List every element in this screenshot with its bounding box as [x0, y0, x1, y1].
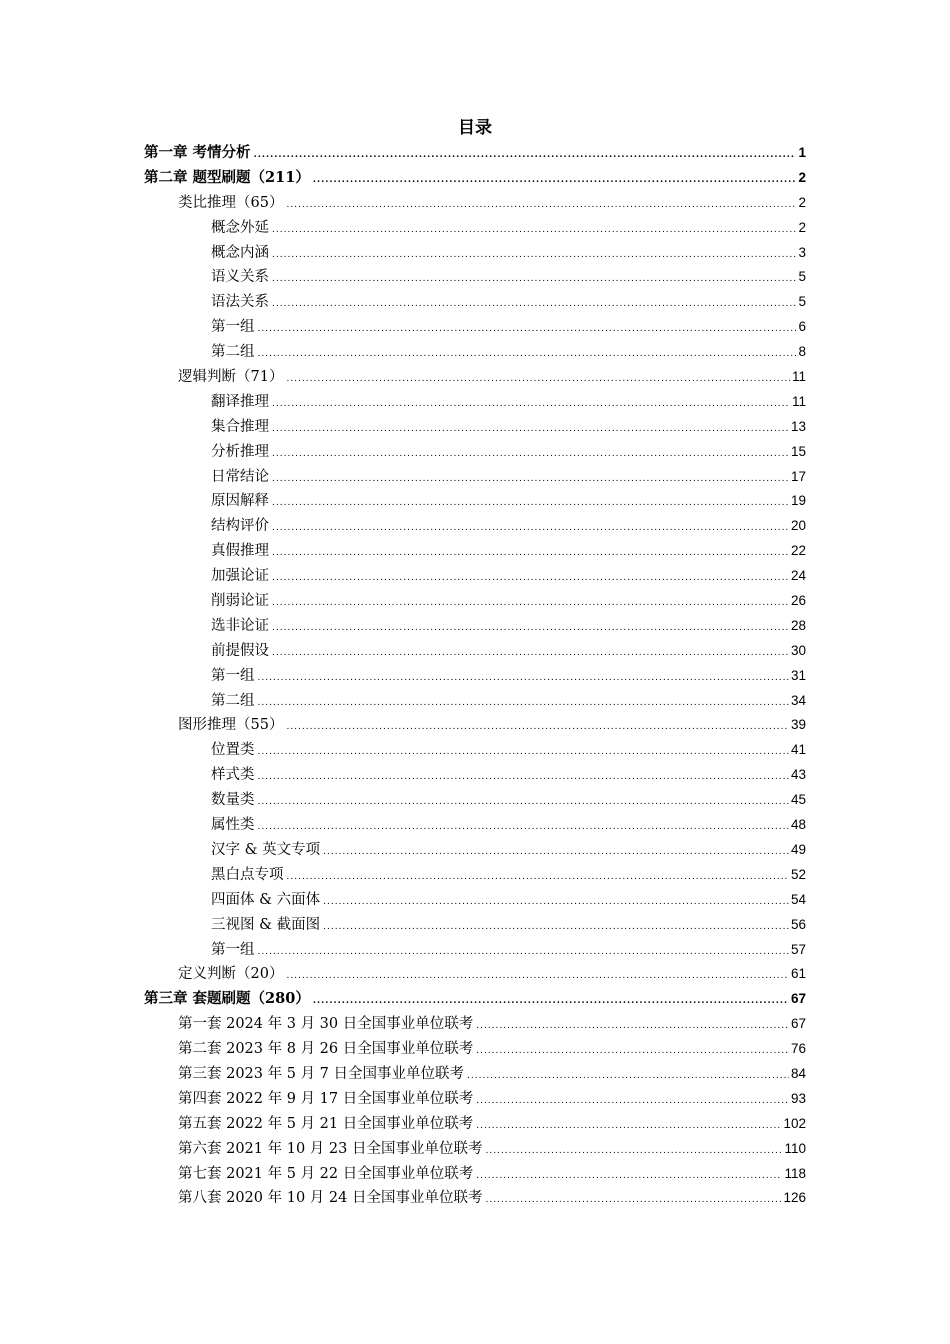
toc-entry-title: 第四套 2022 年 9 月 17 日全国事业单位联考: [178, 1090, 474, 1107]
toc-entry-page-number: 2: [798, 219, 806, 235]
toc-entry-page-number: 67: [790, 1016, 806, 1032]
dot-leader: [258, 691, 789, 716]
dot-leader: [272, 392, 790, 417]
toc-entry-title: 位置类: [211, 742, 255, 759]
toc-entry-title: 第一组: [211, 667, 255, 684]
toc-entry-page-number: 76: [790, 1041, 806, 1057]
toc-entry-page-number: 26: [790, 593, 806, 609]
toc-entry-level-3[interactable]: [144, 489, 806, 514]
toc-entry-page-number: 39: [790, 717, 806, 733]
toc-entry-level-3[interactable]: [144, 265, 806, 290]
toc-entry-title: 第七套 2021 年 5 月 22 日全国事业单位联考: [178, 1165, 474, 1182]
toc-entry-level-3[interactable]: [144, 788, 806, 813]
toc-entry-page-number: 6: [798, 319, 806, 335]
dot-leader: [286, 367, 790, 392]
dot-leader: [476, 1039, 789, 1064]
toc-entry-page-number: 54: [790, 891, 806, 907]
toc-entry-level-3[interactable]: [144, 664, 806, 689]
toc-entry-page-number: 5: [798, 269, 806, 285]
toc-entry-page-number: 22: [790, 543, 806, 559]
dot-leader: [286, 193, 796, 218]
toc-entry-level-1[interactable]: [144, 141, 806, 166]
dot-leader: [272, 516, 789, 541]
toc-entry-page-number: 118: [784, 1165, 806, 1181]
dot-leader: [272, 566, 789, 591]
toc-entry-page-number: 61: [790, 966, 806, 982]
toc-entry-page-number: 93: [790, 1090, 806, 1106]
toc-entry-page-number: 1: [798, 145, 806, 160]
toc-entry-page-number: 2: [798, 194, 806, 210]
toc-entry-level-2[interactable]: [144, 1137, 806, 1162]
toc-entry-title: 语法关系: [211, 294, 269, 311]
toc-entry-title: 概念内涵: [211, 244, 269, 261]
dot-leader: [476, 1089, 789, 1114]
toc-entry-level-3[interactable]: [144, 465, 806, 490]
toc-entry-title: 集合推理: [211, 418, 269, 435]
toc-entry-title: 第二套 2023 年 8 月 26 日全国事业单位联考: [178, 1041, 474, 1058]
toc-entry-title: 第一组: [211, 319, 255, 336]
dot-leader: [476, 1114, 781, 1139]
dot-leader: [313, 168, 797, 193]
toc-entry-page-number: 24: [790, 568, 806, 584]
toc-entry-page-number: 45: [790, 792, 806, 808]
dot-leader: [323, 915, 789, 940]
toc-entry-page-number: 49: [790, 841, 806, 857]
toc-entry-level-3[interactable]: [144, 888, 806, 913]
dot-leader: [313, 989, 789, 1014]
toc-entry-level-3[interactable]: [144, 639, 806, 664]
toc-entry-title: 真假推理: [211, 543, 269, 560]
toc-entry-title: 第三套 2023 年 5 月 7 日全国事业单位联考: [178, 1065, 465, 1082]
toc-entry-title: 属性类: [211, 817, 255, 834]
toc-entry-level-2[interactable]: [144, 1037, 806, 1062]
toc-entry-title: 四面体 & 六面体: [211, 891, 321, 908]
toc-entry-page-number: 19: [790, 493, 806, 509]
toc-entry-title: 第一组: [211, 941, 255, 958]
toc-entry-title: 第二组: [211, 344, 255, 361]
toc-entry-page-number: 34: [790, 692, 806, 708]
toc-entry-page-number: 57: [790, 941, 806, 957]
toc-entry-page-number: 43: [790, 767, 806, 783]
toc-entry-title: 选非论证: [211, 617, 269, 634]
toc-entry-title: 原因解释: [211, 493, 269, 510]
toc-list: [144, 141, 806, 1211]
dot-leader: [286, 715, 789, 740]
toc-entry-page-number: 126: [783, 1190, 806, 1206]
dot-leader: [476, 1014, 789, 1039]
toc-entry-level-2[interactable]: [144, 365, 806, 390]
dot-leader: [272, 641, 789, 666]
toc-entry-title: 图形推理（55）: [178, 717, 284, 734]
toc-entry-level-2[interactable]: [144, 1062, 806, 1087]
dot-leader: [258, 317, 797, 342]
dot-leader: [272, 442, 789, 467]
toc-entry-title: 黑白点专项: [211, 866, 284, 883]
toc-entry-title: 结构评价: [211, 518, 269, 535]
toc-entry-level-3[interactable]: [144, 689, 806, 714]
toc-entry-title: 削弱论证: [211, 593, 269, 610]
dot-leader: [258, 342, 797, 367]
toc-entry-level-2[interactable]: [144, 1112, 806, 1137]
toc-entry-page-number: 5: [798, 294, 806, 310]
dot-leader: [323, 840, 789, 865]
toc-entry-level-3[interactable]: [144, 738, 806, 763]
dot-leader: [485, 1139, 782, 1164]
toc-entry-level-3[interactable]: [144, 315, 806, 340]
toc-entry-title: 语义关系: [211, 269, 269, 286]
toc-entry-page-number: 28: [790, 617, 806, 633]
toc-entry-page-number: 30: [790, 642, 806, 658]
toc-entry-level-2[interactable]: [144, 1012, 806, 1037]
dot-leader: [258, 740, 789, 765]
toc-entry-page-number: 41: [790, 742, 806, 758]
toc-entry-level-3[interactable]: [144, 340, 806, 365]
toc-entry-title: 第一章 考情分析: [144, 144, 251, 161]
toc-entry-level-3[interactable]: [144, 390, 806, 415]
toc-entry-level-2[interactable]: [144, 962, 806, 987]
toc-entry-level-3[interactable]: [144, 813, 806, 838]
dot-leader: [258, 765, 789, 790]
dot-leader: [254, 143, 797, 168]
toc-entry-title: 第二章 题型刷题（211）: [144, 168, 310, 186]
toc-entry-title: 第三章 套题刷题（280）: [144, 990, 310, 1008]
dot-leader: [272, 541, 789, 566]
toc-entry-title: 分析推理: [211, 443, 269, 460]
toc-entry-page-number: 56: [790, 916, 806, 932]
toc-entry-title: 前提假设: [211, 642, 269, 659]
toc-entry-level-1[interactable]: [144, 987, 806, 1012]
toc-entry-level-3[interactable]: [144, 838, 806, 863]
toc-entry-page-number: 110: [784, 1140, 806, 1156]
toc-entry-page-number: 15: [790, 443, 806, 459]
toc-entry-title: 类比推理（65）: [178, 194, 284, 211]
toc-entry-title: 第八套 2020 年 10 月 24 日全国事业单位联考: [178, 1190, 483, 1207]
toc-entry-level-3[interactable]: [144, 913, 806, 938]
toc-entry-page-number: 67: [790, 991, 806, 1007]
toc-entry-page-number: 2: [798, 169, 806, 185]
toc-entry-title: 第一套 2024 年 3 月 30 日全国事业单位联考: [178, 1016, 474, 1033]
toc-entry-title: 定义判断（20）: [178, 966, 284, 983]
toc-entry-level-3[interactable]: [144, 241, 806, 266]
toc-entry-level-3[interactable]: [144, 216, 806, 241]
toc-entry-page-number: 31: [790, 667, 806, 683]
dot-leader: [272, 218, 796, 243]
toc-entry-level-3[interactable]: [144, 614, 806, 639]
dot-leader: [323, 890, 789, 915]
toc-entry-title: 第二组: [211, 692, 255, 709]
dot-leader: [258, 940, 789, 965]
dot-leader: [272, 616, 789, 641]
dot-leader: [287, 865, 789, 890]
toc-entry-level-3[interactable]: [144, 763, 806, 788]
dot-leader: [272, 292, 796, 317]
dot-leader: [272, 243, 796, 268]
toc-entry-page-number: 52: [790, 866, 806, 882]
dot-leader: [272, 491, 789, 516]
toc-entry-title: 加强论证: [211, 568, 269, 585]
toc-entry-level-1[interactable]: [144, 166, 806, 191]
toc-entry-title: 三视图 & 截面图: [211, 916, 321, 933]
dot-leader: [272, 417, 789, 442]
toc-entry-level-3[interactable]: [144, 564, 806, 589]
dot-leader: [485, 1188, 781, 1213]
toc-entry-title: 逻辑判断（71）: [178, 369, 284, 386]
toc-entry-title: 日常结论: [211, 468, 269, 485]
dot-leader: [258, 815, 789, 840]
toc-entry-title: 第六套 2021 年 10 月 23 日全国事业单位联考: [178, 1140, 483, 1157]
toc-entry-page-number: 3: [798, 244, 806, 260]
toc-entry-level-3[interactable]: [144, 440, 806, 465]
dot-leader: [258, 790, 789, 815]
dot-leader: [467, 1064, 789, 1089]
toc-entry-level-2[interactable]: [144, 1162, 806, 1187]
dot-leader: [258, 666, 789, 691]
toc-entry-title: 汉字 & 英文专项: [211, 841, 321, 858]
toc-entry-page-number: 84: [790, 1065, 806, 1081]
toc-entry-level-3[interactable]: [144, 415, 806, 440]
toc-title: 目录: [458, 118, 492, 138]
toc-entry-page-number: 20: [790, 518, 806, 534]
toc-entry-title: 翻译推理: [211, 393, 269, 410]
toc-entry-level-3[interactable]: [144, 589, 806, 614]
toc-entry-level-2[interactable]: [144, 1087, 806, 1112]
dot-leader: [272, 267, 796, 292]
toc-entry-page-number: 8: [798, 344, 806, 360]
dot-leader: [286, 964, 789, 989]
toc-entry-level-3[interactable]: [144, 539, 806, 564]
toc-entry-title: 样式类: [211, 767, 255, 784]
toc-entry-page-number: 11: [791, 369, 806, 385]
toc-entry-level-3[interactable]: [144, 290, 806, 315]
toc-entry-title: 第五套 2022 年 5 月 21 日全国事业单位联考: [178, 1115, 474, 1132]
dot-leader: [476, 1164, 782, 1189]
toc-entry-level-2[interactable]: [144, 713, 806, 738]
toc-entry-level-3[interactable]: [144, 863, 806, 888]
toc-entry-level-2[interactable]: [144, 191, 806, 216]
toc-entry-page-number: 102: [783, 1115, 806, 1131]
toc-entry-level-3[interactable]: [144, 514, 806, 539]
toc-entry-page-number: 17: [790, 468, 806, 484]
toc-entry-level-2[interactable]: [144, 1186, 806, 1211]
dot-leader: [272, 591, 789, 616]
dot-leader: [272, 467, 789, 492]
toc-entry-level-3[interactable]: [144, 938, 806, 963]
toc-entry-title: 数量类: [211, 792, 255, 809]
toc-entry-title: 概念外延: [211, 219, 269, 236]
toc-entry-page-number: 13: [790, 418, 806, 434]
toc-entry-page-number: 48: [790, 817, 806, 833]
toc-entry-page-number: 11: [791, 393, 806, 409]
